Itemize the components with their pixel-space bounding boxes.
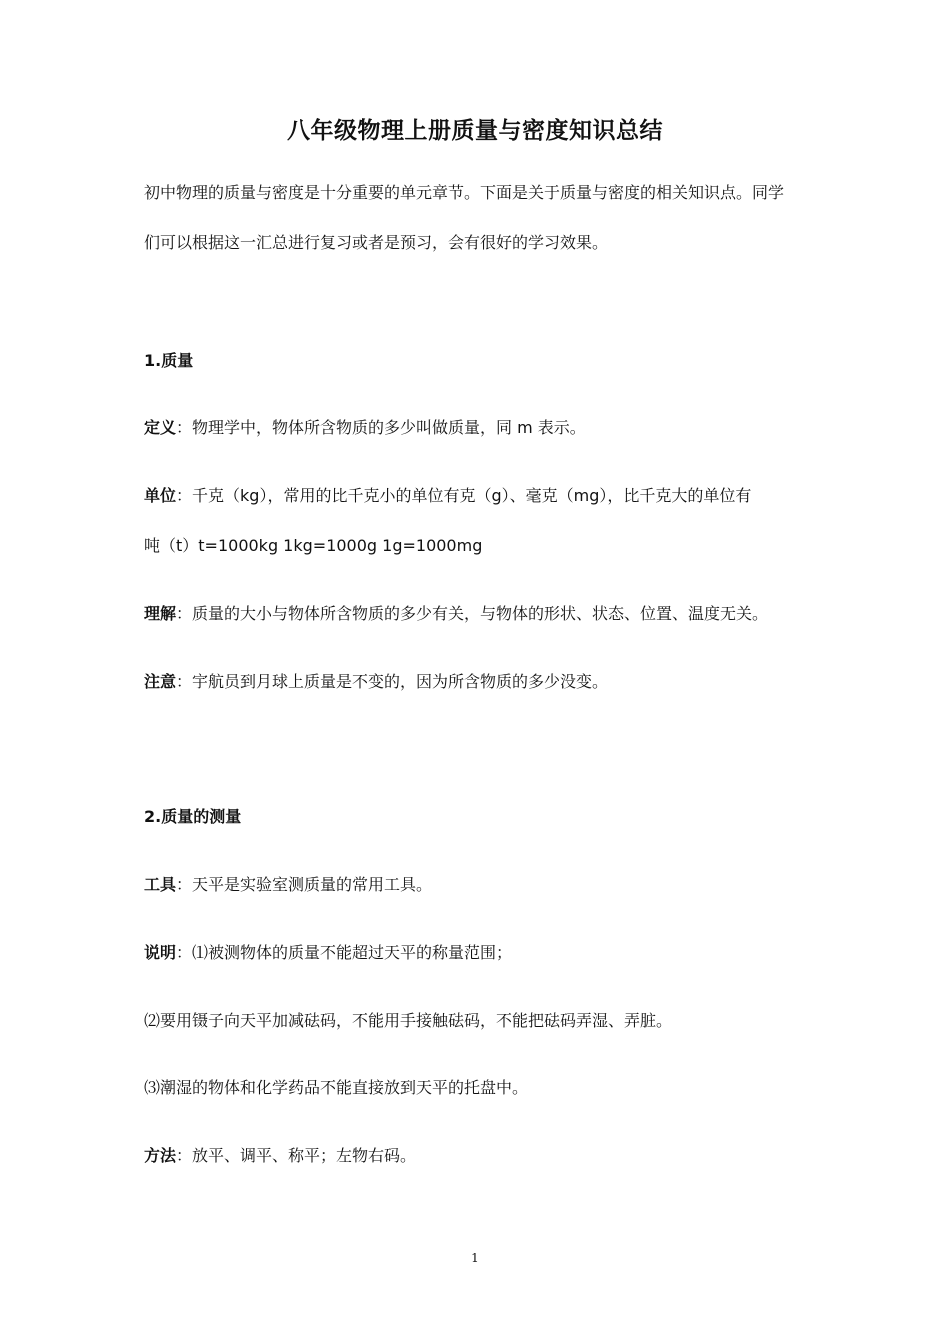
explanation-text: ⑴被测物体的质量不能超过天平的称量范围； xyxy=(192,943,513,962)
understanding-label: 理解 xyxy=(144,604,177,623)
tool-separator: ： xyxy=(176,875,193,894)
tool-text: 天平是实验室测质量的常用工具。 xyxy=(192,875,433,894)
explanation-item-3: ⑶潮湿的物体和化学药品不能直接放到天平的托盘中。 xyxy=(144,1078,529,1097)
unit-continuation: 吨（t）t=1000kg 1kg=1000g 1g=1000mg xyxy=(144,536,483,555)
note-label: 注意 xyxy=(144,672,177,691)
explanation-label: 说明 xyxy=(144,943,177,962)
method-text: 放平、调平、称平；左物右码。 xyxy=(192,1146,417,1165)
tool-paragraph xyxy=(144,874,432,896)
page-number: 1 xyxy=(471,1251,479,1265)
tool-label: 工具 xyxy=(144,875,177,894)
method-label: 方法 xyxy=(144,1146,177,1165)
note-separator: ： xyxy=(176,672,193,691)
note-paragraph xyxy=(144,671,608,693)
understanding-paragraph xyxy=(144,603,768,625)
explanation-item-2: ⑵要用镊子向天平加减砝码，不能用手接触砝码，不能把砝码弄湿、弄脏。 xyxy=(144,1011,673,1030)
method-separator: ： xyxy=(176,1146,193,1165)
intro-line-1: 初中物理的质量与密度是十分重要的单元章节。下面是关于质量与密度的相关知识点。同学 xyxy=(144,183,785,202)
unit-separator: ： xyxy=(176,486,193,505)
definition-label: 定义 xyxy=(144,418,177,437)
unit-text: 千克（kg），常用的比千克小的单位有克（g）、毫克（mg），比千克大的单位有 xyxy=(192,486,752,505)
intro-line-2: 们可以根据这一汇总进行复习或者是预习，会有很好的学习效果。 xyxy=(144,233,609,252)
note-text: 宇航员到月球上质量是不变的，因为所含物质的多少没变。 xyxy=(192,672,609,691)
understanding-text: 质量的大小与物体所含物质的多少有关，与物体的形状、状态、位置、温度无关。 xyxy=(192,604,769,623)
definition-text: 物理学中，物体所含物质的多少叫做质量，同 m 表示。 xyxy=(192,418,586,437)
understanding-separator: ： xyxy=(176,604,193,623)
method-paragraph xyxy=(144,1145,416,1167)
definition-separator: ： xyxy=(176,418,193,437)
unit-paragraph xyxy=(144,485,751,507)
section-2-heading: 2.质量的测量 xyxy=(144,807,242,826)
unit-label: 单位 xyxy=(144,486,177,505)
document-title: 八年级物理上册质量与密度知识总结 xyxy=(287,118,663,144)
explanation-paragraph xyxy=(144,942,512,964)
definition-paragraph xyxy=(144,417,586,439)
section-1-heading: 1.质量 xyxy=(144,351,194,370)
explanation-separator: ： xyxy=(176,943,193,962)
